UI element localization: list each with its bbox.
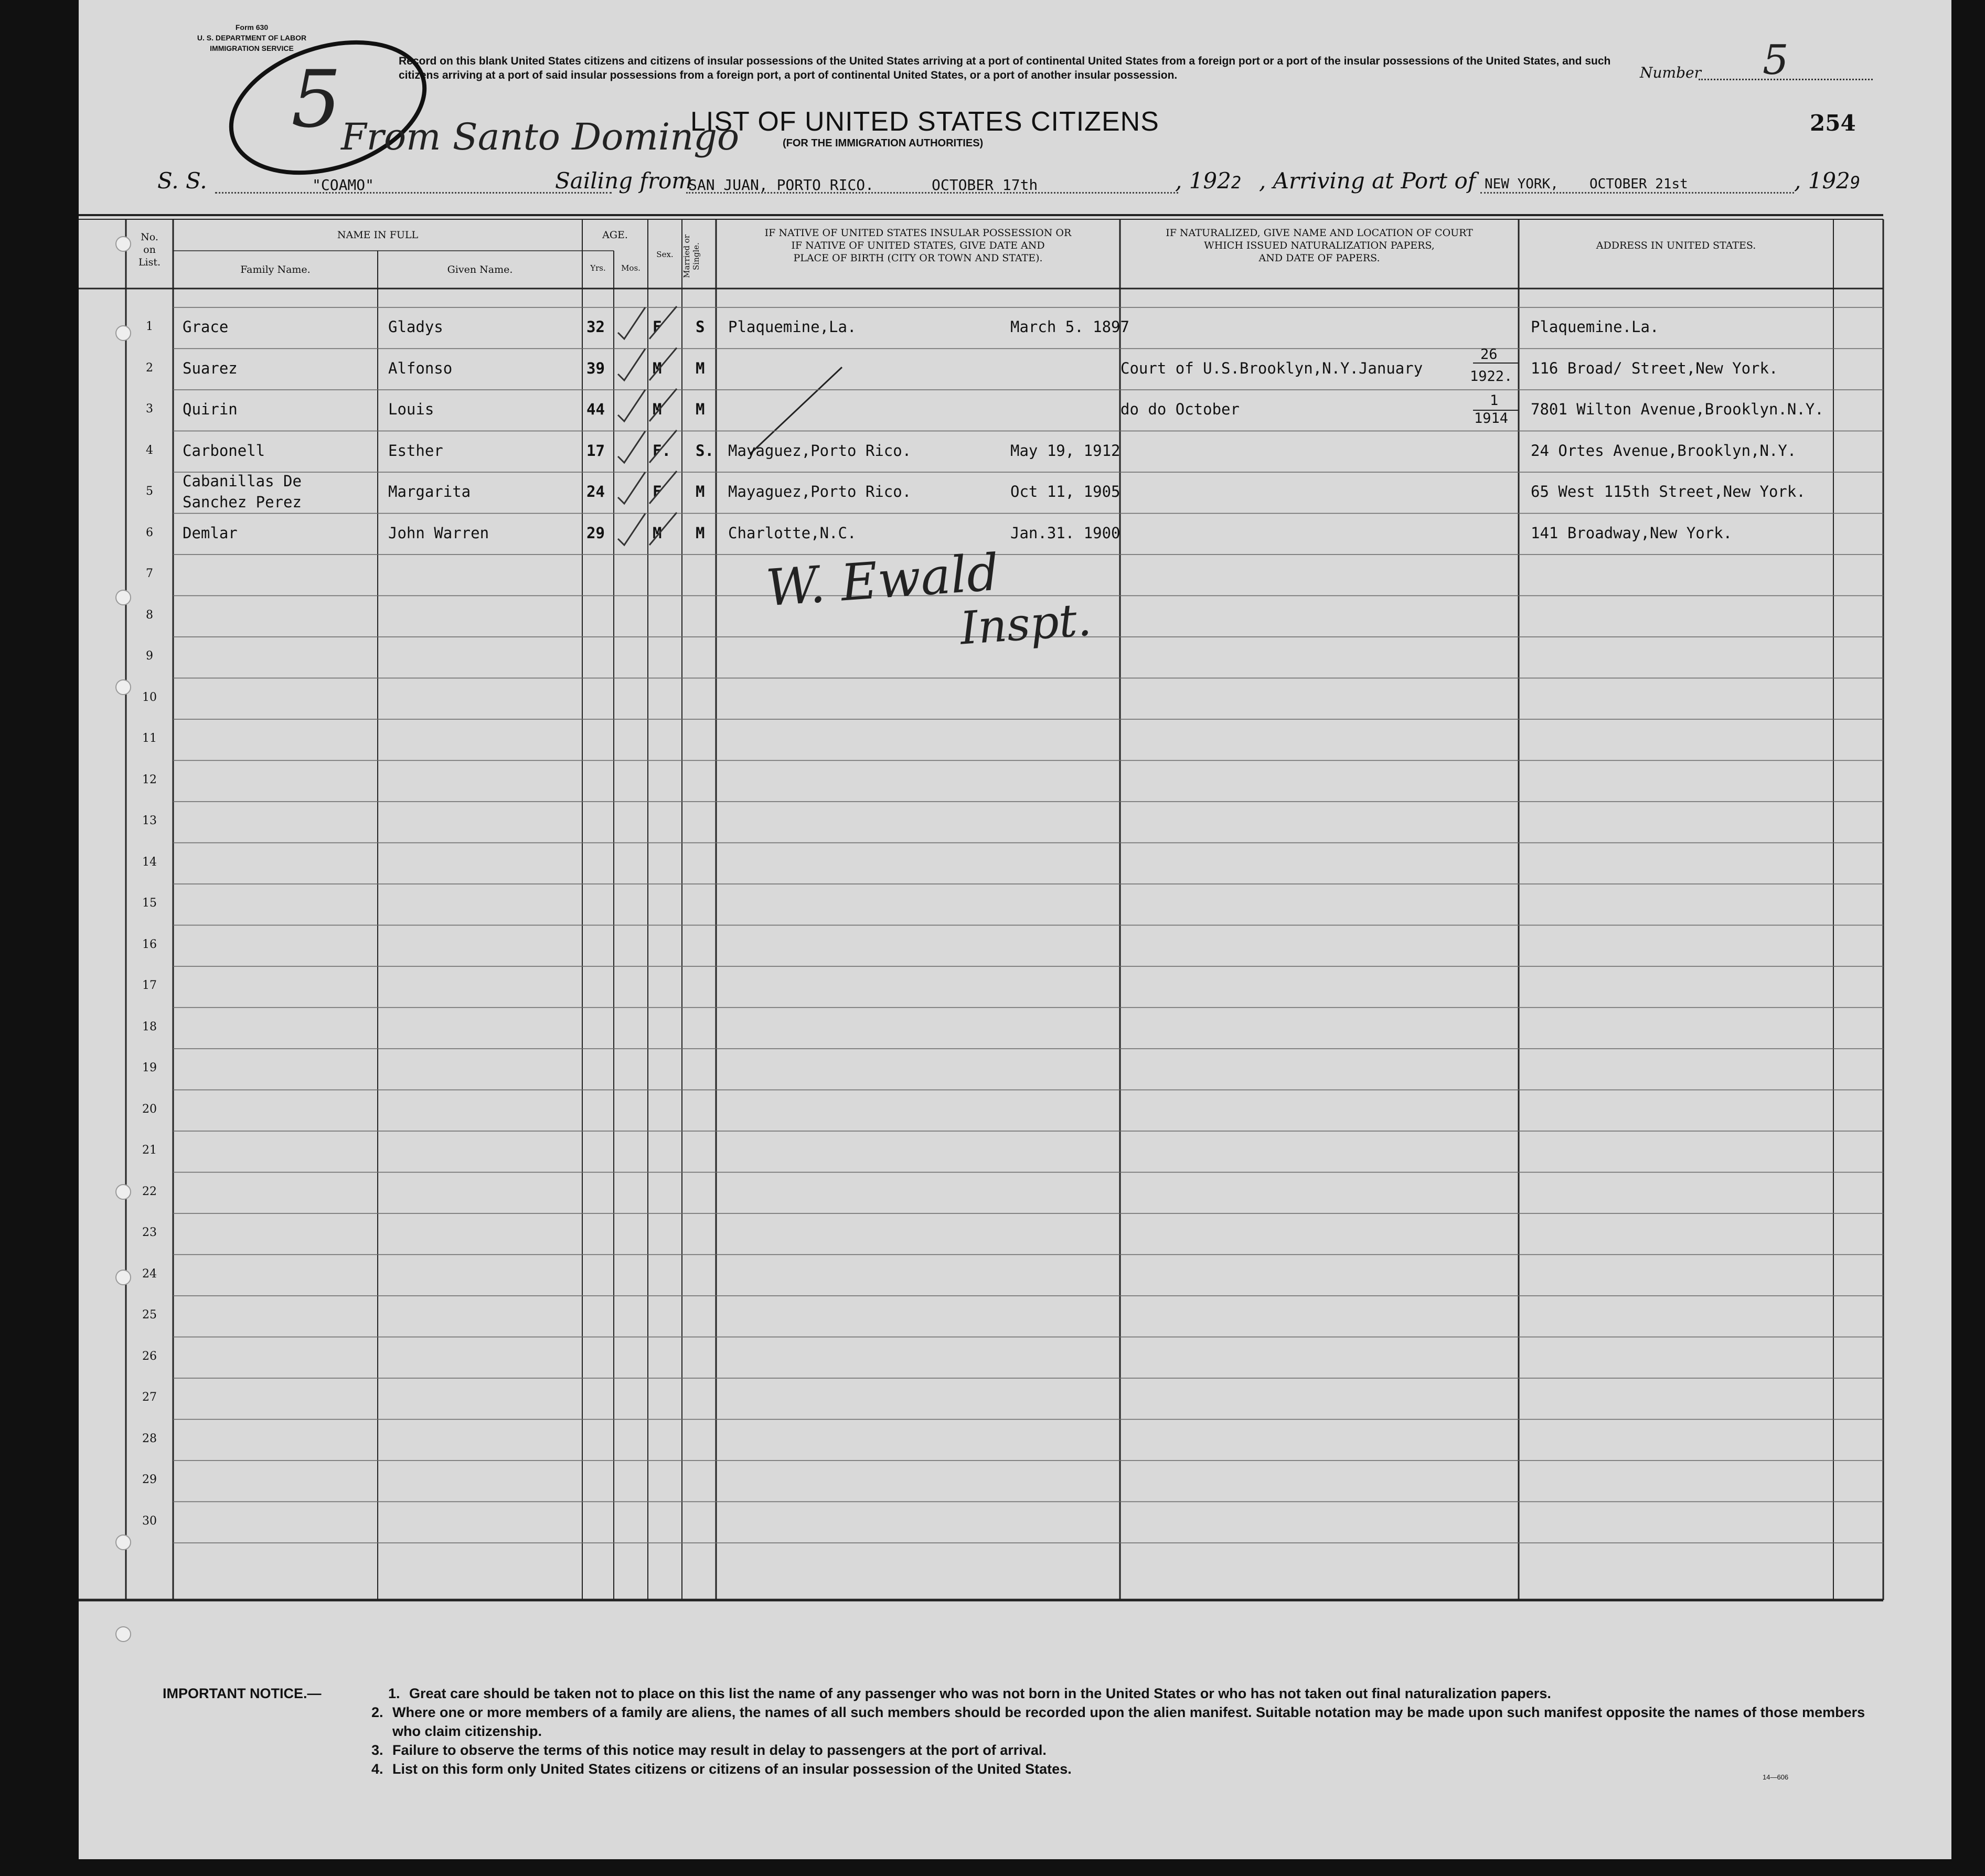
- entry-family: Demlar: [183, 524, 238, 542]
- entry-birthplace: Charlotte,N.C.: [728, 524, 857, 542]
- sailing-year-digit: 2: [1231, 173, 1242, 193]
- binding-hole: [115, 1184, 131, 1200]
- header-given-name: Given Name.: [447, 264, 513, 275]
- notice-item-2-num: 2.: [371, 1704, 383, 1720]
- row-number: 21: [142, 1144, 157, 1157]
- entry-yrs: 29: [586, 524, 605, 542]
- entry-naturalization: do do October: [1120, 400, 1240, 418]
- row-number: 25: [142, 1308, 157, 1321]
- entry-ms: S.: [696, 441, 714, 460]
- sailing-date: OCTOBER 17th: [932, 176, 1038, 194]
- binding-hole: [115, 679, 131, 695]
- entry-birthdate: Jan.31. 1900: [1010, 524, 1120, 542]
- inspector-title: Inspt.: [958, 593, 1093, 655]
- entry-sex: M: [653, 524, 662, 542]
- record-instructions: Record on this blank United States citizens and citizens of insular possessions of the United States arriving at a port of continental United States from a foreign port or a port of the insular possessions of the United States, and such citizens arriving at a port of said insular possessions from a foreign port, a port of continental United States, or a port of another insular possession.: [399, 55, 1611, 81]
- entry-given: Gladys: [388, 318, 443, 336]
- header-naturalized-line2: WHICH ISSUED NATURALIZATION PAPERS,: [1204, 240, 1435, 251]
- entry-yrs: 24: [586, 483, 605, 500]
- service-name: IMMIGRATION SERVICE: [210, 44, 294, 52]
- header-on: on: [143, 244, 156, 255]
- header-birth-line2: IF NATIVE OF UNITED STATES, GIVE DATE AND: [791, 240, 1045, 251]
- row-number: 3: [146, 402, 153, 415]
- header-birth-line3: PLACE OF BIRTH (CITY OR TOWN AND STATE).: [793, 252, 1043, 264]
- print-code: 14—606: [1763, 1773, 1789, 1781]
- header-list: List.: [138, 257, 161, 268]
- page-subtitle: (FOR THE IMMIGRATION AUTHORITIES): [783, 137, 984, 149]
- entry-address: 141 Broadway,New York.: [1531, 524, 1733, 542]
- check-mark: [614, 426, 682, 470]
- manifest-sheet: [79, 0, 1951, 1859]
- entry-given: Louis: [388, 400, 434, 418]
- header-address: ADDRESS IN UNITED STATES.: [1596, 240, 1756, 251]
- binding-hole: [115, 1534, 131, 1550]
- notice-row-3: [163, 1741, 1894, 1760]
- arriving-date: OCTOBER 21st: [1589, 176, 1688, 192]
- important-notice: [163, 1684, 1894, 1778]
- header-naturalized-line3: AND DATE OF PAPERS.: [1258, 252, 1380, 264]
- check-mark: [614, 344, 682, 388]
- entry-yrs: 32: [586, 318, 605, 336]
- notice-item-1-num: 1.: [388, 1686, 400, 1701]
- notice-item-4-num: 4.: [371, 1761, 383, 1777]
- binding-hole: [115, 325, 131, 341]
- binding-hole: [115, 590, 131, 605]
- inspector-signature: W. Ewald: [764, 542, 1001, 618]
- binding-hole: [115, 1626, 131, 1642]
- sailing-port: SAN JUAN, PORTO RICO.: [688, 176, 874, 194]
- notice-item-1-text: Great care should be taken not to place on this list the name of any passenger who was not born in the United States or who has not taken out final naturalization papers.: [409, 1686, 1551, 1701]
- header-birth-line1: IF NATIVE OF UNITED STATES INSULAR POSSESSION OR: [764, 227, 1072, 239]
- row-number: 28: [142, 1432, 157, 1445]
- entry-given: John Warren: [388, 524, 489, 542]
- entry-address: 65 West 115th Street,New York.: [1531, 483, 1806, 500]
- entry-birthplace: Mayaguez,Porto Rico.: [728, 441, 912, 460]
- header-naturalized: [1120, 227, 1519, 264]
- number-label: Number: [1640, 64, 1701, 81]
- arriving-port: NEW YORK,: [1485, 176, 1559, 192]
- arriving-year-digit: 9: [1850, 173, 1861, 193]
- check-mark: [614, 467, 682, 511]
- entry-given: Alfonso: [388, 359, 453, 377]
- header-no-on-list: [126, 231, 173, 269]
- entry-sex: F: [653, 483, 662, 500]
- row-number: 23: [142, 1226, 157, 1239]
- notice-row-4: [163, 1760, 1894, 1778]
- row-number: 12: [142, 773, 157, 786]
- header-mos: Mos.: [621, 263, 641, 273]
- row-number: 9: [146, 649, 153, 663]
- row-number: 10: [142, 690, 157, 704]
- notice-item-3-text: Failure to observe the terms of this notice may result in delay to passengers at the port of arrival.: [392, 1742, 1047, 1758]
- row-number: 7: [146, 567, 153, 580]
- nat-day-row3: 1: [1490, 392, 1499, 409]
- row-number: 16: [142, 937, 157, 951]
- row-number: 4: [146, 443, 153, 457]
- entry-sex: F.: [653, 441, 671, 460]
- row-number: 30: [142, 1514, 157, 1528]
- entry-address: 7801 Wilton Avenue,Brooklyn.N.Y.: [1531, 400, 1824, 418]
- row-number: 20: [142, 1102, 157, 1116]
- entry-birthplace: Plaquemine,La.: [728, 318, 857, 336]
- ship-name: "COAMO": [312, 176, 375, 194]
- entry-ms: S: [696, 318, 705, 336]
- header-name-in-full: NAME IN FULL: [337, 229, 419, 241]
- page-number: 254: [1810, 110, 1856, 136]
- nat-year-row3: 1914: [1474, 410, 1509, 427]
- row-number: 5: [146, 485, 153, 498]
- header-naturalized-line1: IF NATURALIZED, GIVE NAME AND LOCATION OF COURT: [1166, 227, 1473, 239]
- arriving-label: , Arriving at Port of: [1259, 168, 1476, 194]
- entry-sex: M: [653, 359, 662, 377]
- nat-day-row2: 26: [1480, 346, 1498, 363]
- binding-hole: [115, 1270, 131, 1285]
- entry-ms: M: [696, 483, 705, 500]
- row-number: 11: [142, 732, 157, 745]
- entry-address: Plaquemine.La.: [1531, 318, 1659, 336]
- row-number: 26: [142, 1349, 157, 1363]
- entry-given: Margarita: [388, 483, 471, 500]
- row-number: 27: [142, 1391, 157, 1404]
- entry-ms: M: [696, 359, 705, 377]
- row-number: 2: [146, 361, 153, 375]
- notice-item-4-text: List on this form only United States citizens or citizens of an insular possession of the United States.: [392, 1761, 1072, 1777]
- row-number: 19: [142, 1061, 157, 1074]
- check-mark: [614, 302, 682, 346]
- entry-family: Grace: [183, 318, 229, 336]
- entry-family-continued: Sanchez Perez: [183, 493, 302, 511]
- row-number: 6: [146, 526, 153, 539]
- entry-family: Carbonell: [183, 441, 265, 460]
- row-number: 1: [146, 320, 153, 333]
- entry-ms: M: [696, 524, 705, 542]
- notice-row-1: [163, 1684, 1894, 1703]
- entry-birthplace: Mayaguez,Porto Rico.: [728, 483, 912, 500]
- header-birth: [716, 227, 1120, 264]
- header-family-name: Family Name.: [240, 264, 311, 275]
- row-number: 13: [142, 814, 157, 827]
- entry-address: 116 Broad/ Street,New York.: [1531, 359, 1778, 377]
- entry-yrs: 17: [586, 441, 605, 460]
- entry-family: Suarez: [183, 359, 238, 377]
- entry-birthdate: Oct 11, 1905: [1010, 483, 1120, 500]
- row-number: 14: [142, 855, 157, 869]
- notice-row-2: [163, 1703, 1894, 1741]
- header-married-single: Married or Single.: [682, 235, 701, 279]
- check-mark: [614, 508, 682, 552]
- header-yrs: Yrs.: [590, 263, 606, 273]
- row-number: 15: [142, 897, 157, 910]
- ss-label: S. S.: [157, 168, 207, 194]
- binding-hole: [115, 236, 131, 252]
- entry-address: 24 Ortes Avenue,Brooklyn,N.Y.: [1531, 441, 1797, 460]
- notice-item-2-text: Where one or more members of a family are aliens, the names of all such members should be recorded upon the alien manifest. Suitable notation may be made upon such manifest opposite the names of those members who claim citizenship.: [392, 1704, 1865, 1739]
- entry-naturalization: Court of U.S.Brooklyn,N.Y.January: [1120, 359, 1423, 377]
- nat-year-row2: 1922.: [1470, 368, 1513, 385]
- entry-birthdate: May 19, 1912: [1010, 441, 1120, 460]
- header-sex: Sex.: [656, 250, 674, 259]
- header-no: No.: [141, 231, 158, 243]
- notice-heading: IMPORTANT NOTICE.—: [163, 1686, 322, 1701]
- header-age: AGE.: [602, 229, 628, 241]
- check-mark: [614, 385, 682, 429]
- number-value: 5: [1763, 37, 1789, 84]
- entry-yrs: 44: [586, 400, 605, 418]
- sailing-year-prefix: , 192: [1175, 168, 1231, 194]
- entry-ms: M: [696, 400, 705, 418]
- sailing-from-label: Sailing from: [555, 168, 693, 194]
- entry-given: Esther: [388, 441, 443, 460]
- entry-yrs: 39: [586, 359, 605, 377]
- circled-number-text: 5: [291, 54, 341, 145]
- row-number: 8: [146, 608, 153, 622]
- entry-family: Quirin: [183, 400, 238, 418]
- row-number: 17: [142, 979, 157, 992]
- form-number: Form 630: [235, 23, 269, 31]
- department-name: U. S. DEPARTMENT OF LABOR: [197, 34, 307, 42]
- row-number: 24: [142, 1267, 157, 1281]
- page-title: LIST OF UNITED STATES CITIZENS: [690, 106, 1159, 137]
- entry-sex: F: [653, 318, 662, 336]
- notice-item-3-num: 3.: [371, 1742, 383, 1758]
- entry-sex: M: [653, 400, 662, 418]
- entry-family: Cabanillas De: [183, 472, 302, 490]
- row-number: 18: [142, 1020, 157, 1033]
- handwritten-origin: From Santo Domingo: [341, 115, 740, 158]
- entry-birthdate: March 5. 1897: [1010, 318, 1129, 336]
- row-number: 29: [142, 1473, 157, 1486]
- arriving-year-prefix: , 192: [1794, 168, 1850, 194]
- row-number: 22: [142, 1185, 157, 1198]
